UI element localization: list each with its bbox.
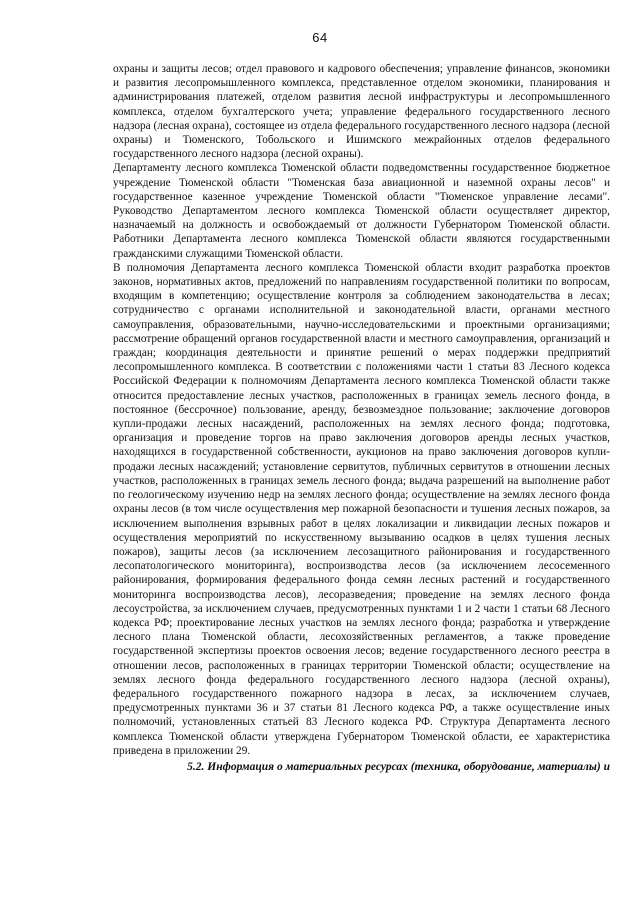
paragraph-powers: В полномочия Департамента лесного комплекса Тюменской области входит разработка проектов законов, нормативных актов, предложений по направлениям государственной политики по вопросам, входящим в компетенцию; осуществление контроля за соблюдением законодательства в лесах; сотрудничество с органами исполнительной и законодательной власти, органами местного самоуправления, образовательными, научно-исследовательскими и проектными организациями; рассмотрение обращений органов государственной власти и местного самоуправления, организаций и граждан; координация деятельности и принятие решений о мерах поддержки предприятий лесопромышленного комплекса. В соответствии с положениями части 1 статьи 83 Лесного кодекса Российской Федерации к полномочиям Департамента лесного комплекса Тюменской области также относится предоставление лесных участков, расположенных в границах земель лесного фонда, в постоянное (бессрочное) пользование, аренду, безвозмездное пользование; заключение договоров купли-продажи лесных насаждений, расположенных на землях лесного фонда; подготовка, организация и проведение торгов на право заключения договоров аренды лесных участков, находящихся в государственной собственности, аукционов на право заключения договоров купли-продажи лесных насаждений; установление сервитутов, публичных сервитутов в отношении лесных участков, расположенных в границах земель лесного фонда; выдача разрешений на выполнение работ по геологическому изучению недр на землях лесного фонда; осуществление на землях лесного фонда охраны лесов (в том числе осуществления мер пожарной безопасности и тушения лесных пожаров, за исключением выполнения взрывных работ в целях локализации и ликвидации лесных пожаров и осуществления мероприятий по искусственному вызыванию осадков в целях тушения лесных пожаров), защиты лесов (за исключением лесозащитного районирования и государственного лесопатологического мониторинга), воспроизводства лесов (за исключением лесосеменного районирования, формирования федерального фонда семян лесных растений и государственного мониторинга воспроизводства лесов), лесоразведения; проведение на землях лесного фонда лесоустройства, за исключением случаев, предусмотренных пунктами 1 и 2 части 1 статьи 68 Лесного кодекса РФ; проектирование лесных участков на землях лесного фонда; разработка и утверждение лесного плана Тюменской области, лесохозяйственных регламентов, а также проведение государственной экспертизы проектов освоения лесов; ведение государственного лесного реестра в отношении лесов, расположенных в границах территории Тюменской области; осуществление на землях лесного фонда федерального государственного лесного надзора (лесной охраны), федерального государственного пожарного надзора в лесах, за исключением случаев, предусмотренных пунктами 36 и 37 статьи 81 Лесного кодекса РФ, а также осуществление иных полномочий, установленных статьей 83 Лесного кодекса РФ. Структура Департамента лесного комплекса Тюменской области утверждена Губернатором Тюменской области, ее характеристика приведена в приложении 29. bbox=[113, 261, 610, 757]
paragraph-departments: охраны и защиты лесов; отдел правового и кадрового обеспечения; управление финансов, экономики и развития лесопромышленного комплекса, представленное отделом экономики, планирования и администрирования платежей, отделом развития лесной инфраструктуры и лесопромышленного комплекса, отделом бухгалтерского учета; управление федерального государственного лесного надзора (лесная охрана), состоящее из отдела федерального государственного лесного надзора (лесной охраны) и Тюменского, Тобольского и Ишимского межрайонных отделов федерального государственного лесного надзора (лесной охраны). bbox=[113, 63, 610, 161]
section-heading: 5.2. Информация о материальных ресурсах (техника, оборудование, материалы) и bbox=[187, 760, 610, 773]
paragraph-subordinate-institutions: Департаменту лесного комплекса Тюменской области подведомственны государственное бюджетное учреждение Тюменской области "Тюменская база авиационной и наземной охраны лесов" и государственное казенное учреждение Тюменской области "Тюменское управление лесами". Руководство Департаментом лесного комплекса Тюменской области осуществляет директор, назначаемый на должность и освобождаемый от должности Губернатором Тюменской области. Работники Департамента лесного комплекса Тюменской области являются государственными гражданскими служащими Тюменской области. bbox=[113, 162, 610, 260]
page-number: 64 bbox=[312, 30, 328, 45]
document-body bbox=[113, 62, 610, 774]
